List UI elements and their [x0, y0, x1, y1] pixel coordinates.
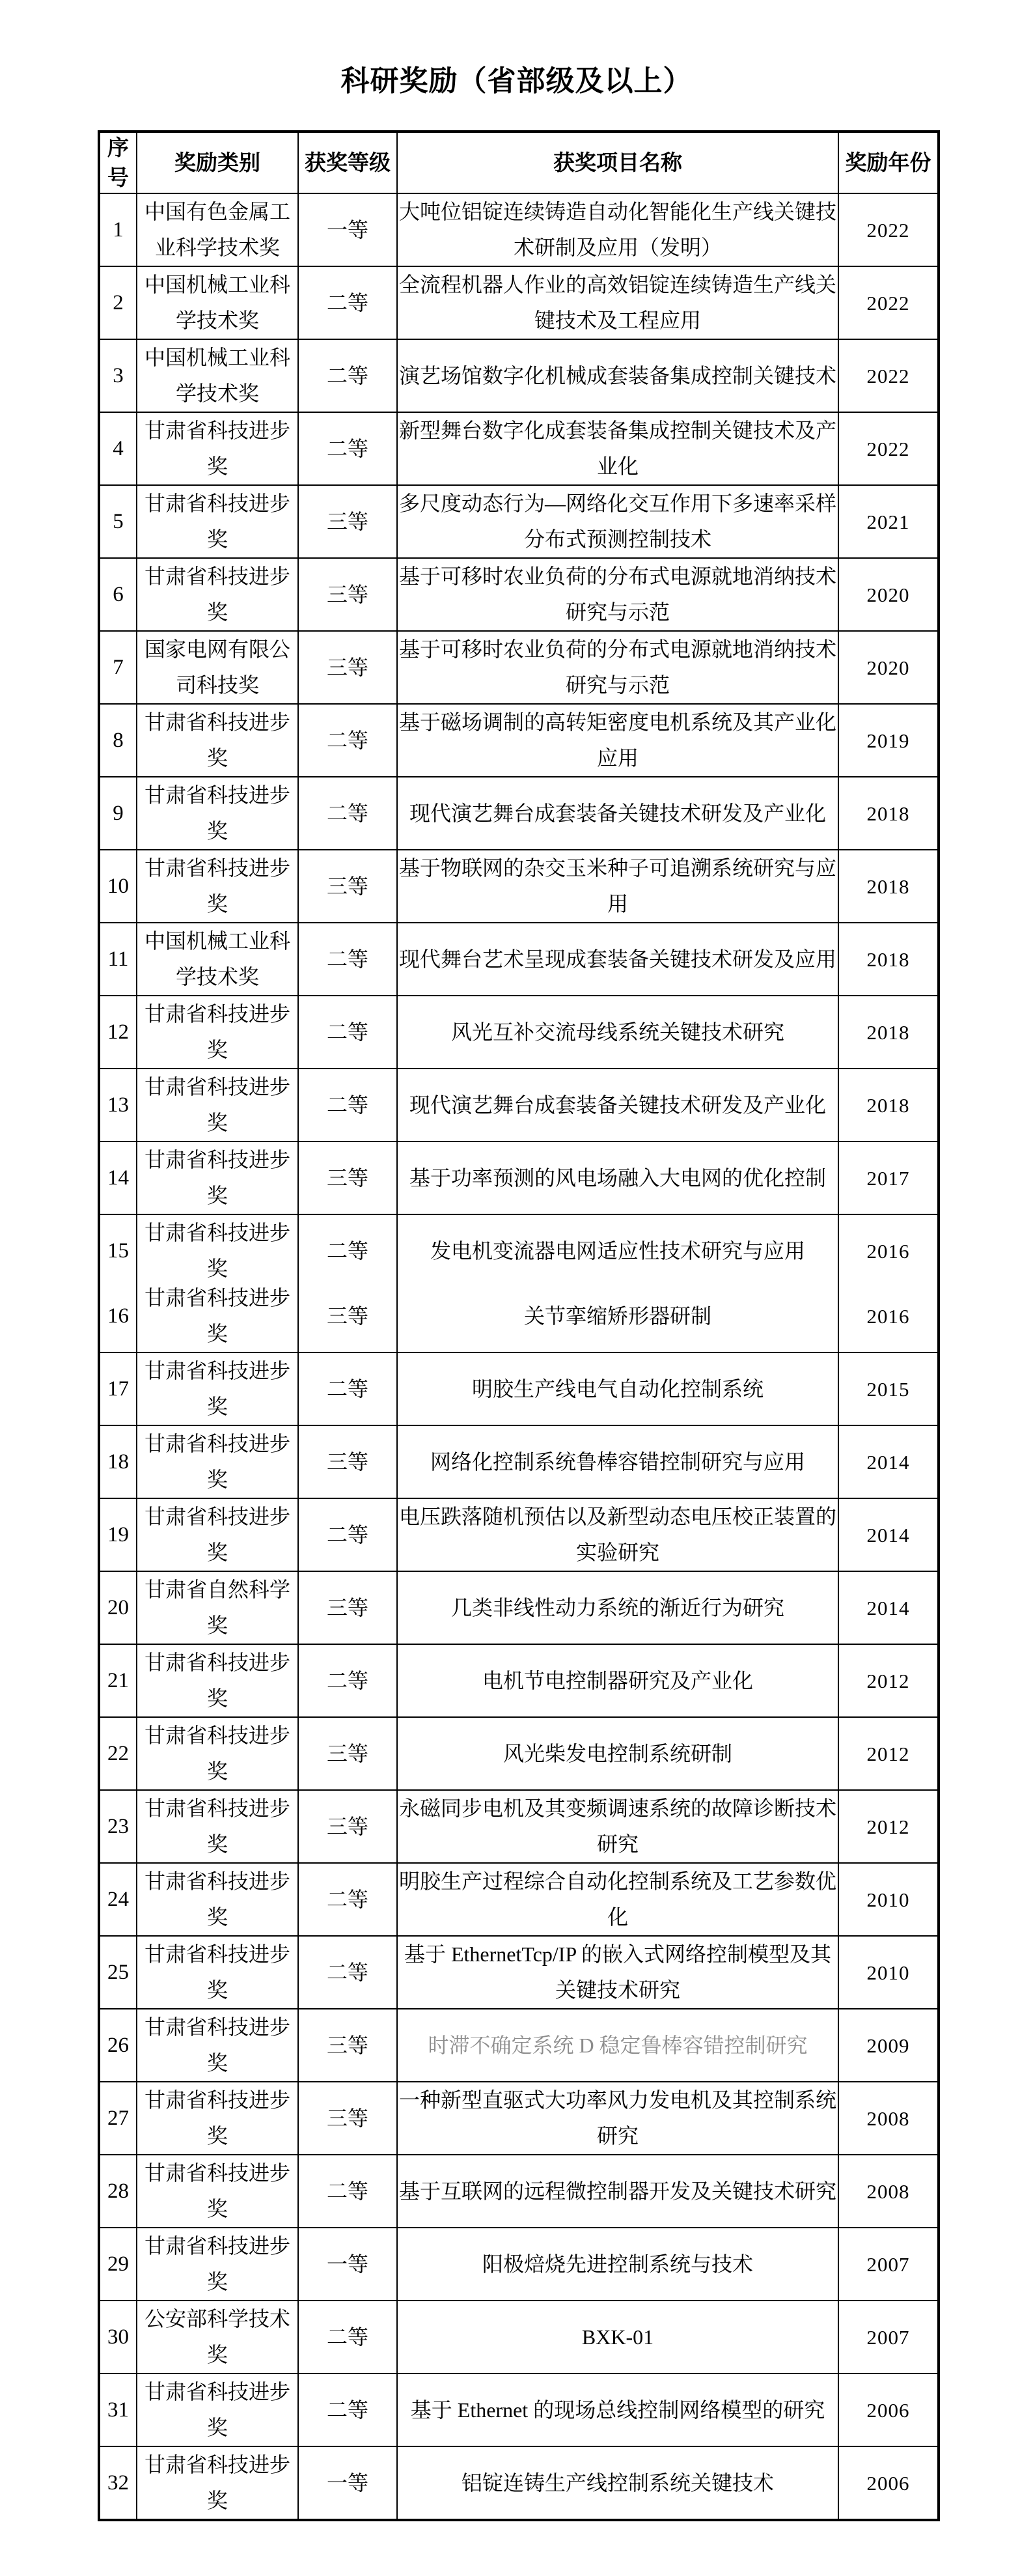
cell-award-category: 甘肃省科技进步奖: [137, 996, 298, 1069]
cell-award-category: 甘肃省科技进步奖: [137, 2082, 298, 2155]
table-row: [99, 631, 939, 704]
cell-index: 8: [99, 704, 137, 777]
cell-award-year: 2007: [838, 2301, 939, 2373]
table-row: [99, 412, 939, 485]
cell-index: 32: [99, 2446, 137, 2520]
cell-award-grade: 二等: [298, 1863, 397, 1936]
table-row: [99, 2082, 939, 2155]
cell-award-year: 2012: [838, 1644, 939, 1717]
cell-award-year: 2012: [838, 1717, 939, 1790]
cell-award-year: 2014: [838, 1571, 939, 1644]
cell-project-name: 时滞不确定系统 D 稳定鲁棒容错控制研究: [397, 2009, 838, 2082]
cell-award-grade: 二等: [298, 996, 397, 1069]
cell-project-name: 大吨位铝锭连续铸造自动化智能化生产线关键技术研制及应用（发明）: [397, 193, 838, 266]
cell-award-grade: 一等: [298, 2446, 397, 2520]
cell-award-year: 2015: [838, 1352, 939, 1425]
table-row: [99, 266, 939, 339]
cell-award-year: 2022: [838, 412, 939, 485]
cell-index: 11: [99, 923, 137, 996]
cell-index: 17: [99, 1352, 137, 1425]
cell-project-name: 基于可移时农业负荷的分布式电源就地消纳技术研究与示范: [397, 631, 838, 704]
cell-project-name: 基于物联网的杂交玉米种子可追溯系统研究与应用: [397, 850, 838, 923]
table-row: [99, 485, 939, 558]
cell-award-category: 甘肃省科技进步奖: [137, 704, 298, 777]
cell-project-name: 电机节电控制器研究及产业化: [397, 1644, 838, 1717]
cell-project-name: 电压跌落随机预估以及新型动态电压校正装置的实验研究: [397, 1498, 838, 1571]
cell-project-name: 现代舞台艺术呈现成套装备关键技术研发及应用: [397, 923, 838, 996]
cell-award-grade: 二等: [298, 1069, 397, 1141]
cell-award-category: 甘肃省科技进步奖: [137, 1498, 298, 1571]
col-header-index: 序号: [99, 132, 137, 193]
cell-award-grade: 二等: [298, 1214, 397, 1288]
cell-index: 2: [99, 266, 137, 339]
cell-index: 24: [99, 1863, 137, 1936]
cell-index: 19: [99, 1498, 137, 1571]
cell-index: 28: [99, 2155, 137, 2228]
cell-award-year: 2012: [838, 1790, 939, 1863]
table-row: [99, 1571, 939, 1644]
cell-award-year: 2008: [838, 2155, 939, 2228]
cell-award-category: 甘肃省科技进步奖: [137, 2228, 298, 2301]
cell-award-category: 甘肃省科技进步奖: [137, 412, 298, 485]
cell-award-grade: 二等: [298, 2373, 397, 2446]
cell-project-name: 基于磁场调制的高转矩密度电机系统及其产业化应用: [397, 704, 838, 777]
table-row: [99, 1936, 939, 2009]
cell-award-year: 2022: [838, 193, 939, 266]
cell-index: 6: [99, 558, 137, 631]
cell-award-category: 甘肃省科技进步奖: [137, 1936, 298, 2009]
cell-award-year: 2018: [838, 850, 939, 923]
awards-rows-part2: [99, 1280, 939, 2520]
cell-award-grade: 一等: [298, 2228, 397, 2301]
cell-award-category: 甘肃省科技进步奖: [137, 1280, 298, 1352]
cell-award-grade: 三等: [298, 1425, 397, 1498]
cell-index: 9: [99, 777, 137, 850]
cell-award-grade: 二等: [298, 266, 397, 339]
cell-award-year: 2020: [838, 631, 939, 704]
cell-project-name: 明胶生产过程综合自动化控制系统及工艺参数优化: [397, 1863, 838, 1936]
page-title: 科研奖励（省部级及以上）: [340, 64, 693, 98]
cell-project-name: 发电机变流器电网适应性技术研究与应用: [397, 1214, 838, 1288]
cell-award-category: 甘肃省科技进步奖: [137, 2155, 298, 2228]
table-row: [99, 339, 939, 412]
cell-award-category: 中国有色金属工业科学技术奖: [137, 193, 298, 266]
cell-index: 3: [99, 339, 137, 412]
cell-award-category: 国家电网有限公司科技奖: [137, 631, 298, 704]
table-row: [99, 1425, 939, 1498]
cell-award-year: 2018: [838, 996, 939, 1069]
cell-index: 13: [99, 1069, 137, 1141]
cell-project-name: 风光柴发电控制系统研制: [397, 1717, 838, 1790]
col-header-award-year: 奖励年份: [838, 132, 939, 193]
cell-award-grade: 三等: [298, 2082, 397, 2155]
cell-index: 4: [99, 412, 137, 485]
cell-award-category: 甘肃省科技进步奖: [137, 1214, 298, 1288]
cell-award-category: 甘肃省科技进步奖: [137, 1863, 298, 1936]
cell-award-year: 2014: [838, 1425, 939, 1498]
table-row: [99, 2373, 939, 2446]
cell-index: 12: [99, 996, 137, 1069]
cell-award-grade: 一等: [298, 193, 397, 266]
awards-table-header: [99, 132, 939, 193]
cell-index: 31: [99, 2373, 137, 2446]
cell-award-grade: 二等: [298, 412, 397, 485]
cell-project-name: 铝锭连铸生产线控制系统关键技术: [397, 2446, 838, 2520]
cell-index: 5: [99, 485, 137, 558]
cell-project-name: 新型舞台数字化成套装备集成控制关键技术及产业化: [397, 412, 838, 485]
awards-table-part1: [98, 130, 940, 1289]
cell-project-name: 基于互联网的远程微控制器开发及关键技术研究: [397, 2155, 838, 2228]
cell-index: 20: [99, 1571, 137, 1644]
table-row: [99, 2155, 939, 2228]
cell-award-grade: 三等: [298, 1571, 397, 1644]
cell-award-grade: 三等: [298, 850, 397, 923]
cell-project-name: 几类非线性动力系统的渐近行为研究: [397, 1571, 838, 1644]
awards-table-part2: [98, 1280, 940, 2521]
table-row: [99, 923, 939, 996]
col-header-award-category: 奖励类别: [137, 132, 298, 193]
cell-award-category: 甘肃省科技进步奖: [137, 558, 298, 631]
cell-award-grade: 三等: [298, 631, 397, 704]
table-row: [99, 1790, 939, 1863]
cell-index: 15: [99, 1214, 137, 1288]
cell-award-category: 甘肃省科技进步奖: [137, 1141, 298, 1214]
cell-index: 14: [99, 1141, 137, 1214]
table-row: [99, 1644, 939, 1717]
cell-award-category: 甘肃省科技进步奖: [137, 1790, 298, 1863]
table-row: [99, 1280, 939, 1352]
cell-award-year: 2006: [838, 2446, 939, 2520]
table-row: [99, 558, 939, 631]
cell-award-year: 2009: [838, 2009, 939, 2082]
cell-award-category: 甘肃省自然科学奖: [137, 1571, 298, 1644]
table-row: [99, 1717, 939, 1790]
cell-award-category: 甘肃省科技进步奖: [137, 2373, 298, 2446]
table-row: [99, 1069, 939, 1141]
cell-award-grade: 三等: [298, 1141, 397, 1214]
cell-award-grade: 三等: [298, 1790, 397, 1863]
table-row: [99, 2446, 939, 2520]
cell-index: 26: [99, 2009, 137, 2082]
cell-project-name: 明胶生产线电气自动化控制系统: [397, 1352, 838, 1425]
cell-project-name: 基于 Ethernet 的现场总线控制网络模型的研究: [397, 2373, 838, 2446]
cell-award-category: 中国机械工业科学技术奖: [137, 339, 298, 412]
cell-index: 1: [99, 193, 137, 266]
cell-award-grade: 二等: [298, 704, 397, 777]
cell-award-year: 2022: [838, 266, 939, 339]
table-row: [99, 2228, 939, 2301]
cell-award-grade: 二等: [298, 1936, 397, 2009]
cell-award-grade: 二等: [298, 2155, 397, 2228]
cell-award-year: 2008: [838, 2082, 939, 2155]
cell-project-name: 现代演艺舞台成套装备关键技术研发及产业化: [397, 1069, 838, 1141]
cell-award-year: 2018: [838, 923, 939, 996]
cell-award-year: 2010: [838, 1863, 939, 1936]
table-row: [99, 1863, 939, 1936]
table-row: [99, 996, 939, 1069]
cell-project-name: 基于功率预测的风电场融入大电网的优化控制: [397, 1141, 838, 1214]
cell-award-category: 甘肃省科技进步奖: [137, 1644, 298, 1717]
cell-award-category: 甘肃省科技进步奖: [137, 1717, 298, 1790]
cell-award-category: 公安部科学技术奖: [137, 2301, 298, 2373]
cell-award-grade: 三等: [298, 1717, 397, 1790]
table-row: [99, 704, 939, 777]
cell-project-name: 全流程机器人作业的高效铝锭连续铸造生产线关键技术及工程应用: [397, 266, 838, 339]
cell-award-year: 2020: [838, 558, 939, 631]
cell-award-year: 2017: [838, 1141, 939, 1214]
cell-index: 25: [99, 1936, 137, 2009]
cell-award-grade: 三等: [298, 485, 397, 558]
cell-index: 7: [99, 631, 137, 704]
cell-project-name: 一种新型直驱式大功率风力发电机及其控制系统研究: [397, 2082, 838, 2155]
cell-project-name: 现代演艺舞台成套装备关键技术研发及产业化: [397, 777, 838, 850]
table-row: [99, 1214, 939, 1288]
cell-award-grade: 二等: [298, 2301, 397, 2373]
cell-award-year: 2016: [838, 1280, 939, 1352]
cell-award-grade: 三等: [298, 2009, 397, 2082]
cell-award-category: 甘肃省科技进步奖: [137, 1425, 298, 1498]
cell-award-grade: 二等: [298, 1352, 397, 1425]
table-row: [99, 777, 939, 850]
cell-award-category: 甘肃省科技进步奖: [137, 2009, 298, 2082]
cell-award-category: 甘肃省科技进步奖: [137, 2446, 298, 2520]
cell-project-name: 基于 EthernetTcp/IP 的嵌入式网络控制模型及其关键技术研究: [397, 1936, 838, 2009]
cell-award-year: 2022: [838, 339, 939, 412]
cell-award-grade: 二等: [298, 339, 397, 412]
cell-index: 30: [99, 2301, 137, 2373]
table-row: [99, 1141, 939, 1214]
cell-award-category: 中国机械工业科学技术奖: [137, 266, 298, 339]
cell-award-category: 甘肃省科技进步奖: [137, 850, 298, 923]
cell-project-name: 网络化控制系统鲁棒容错控制研究与应用: [397, 1425, 838, 1498]
table-row: [99, 1498, 939, 1571]
cell-award-grade: 二等: [298, 1498, 397, 1571]
cell-index: 10: [99, 850, 137, 923]
cell-award-year: 2007: [838, 2228, 939, 2301]
cell-award-grade: 二等: [298, 777, 397, 850]
cell-award-year: 2014: [838, 1498, 939, 1571]
cell-project-name: 基于可移时农业负荷的分布式电源就地消纳技术研究与示范: [397, 558, 838, 631]
cell-award-year: 2006: [838, 2373, 939, 2446]
cell-award-year: 2018: [838, 777, 939, 850]
cell-award-category: 甘肃省科技进步奖: [137, 485, 298, 558]
col-header-award-grade: 获奖等级: [298, 132, 397, 193]
cell-project-name: 永磁同步电机及其变频调速系统的故障诊断技术研究: [397, 1790, 838, 1863]
cell-award-category: 中国机械工业科学技术奖: [137, 923, 298, 996]
cell-project-name: BXK-01: [397, 2301, 838, 2373]
cell-award-grade: 二等: [298, 923, 397, 996]
cell-index: 23: [99, 1790, 137, 1863]
table-row: [99, 2009, 939, 2082]
cell-award-year: 2021: [838, 485, 939, 558]
cell-index: 18: [99, 1425, 137, 1498]
cell-award-year: 2010: [838, 1936, 939, 2009]
cell-index: 16: [99, 1280, 137, 1352]
cell-project-name: 风光互补交流母线系统关键技术研究: [397, 996, 838, 1069]
cell-project-name: 多尺度动态行为—网络化交互作用下多速率采样分布式预测控制技术: [397, 485, 838, 558]
cell-award-year: 2018: [838, 1069, 939, 1141]
awards-rows-part1: [99, 193, 939, 1288]
table-row: [99, 2301, 939, 2373]
cell-award-grade: 二等: [298, 1644, 397, 1717]
cell-award-year: 2019: [838, 704, 939, 777]
cell-award-grade: 三等: [298, 558, 397, 631]
cell-project-name: 阳极焙烧先进控制系统与技术: [397, 2228, 838, 2301]
col-header-project-name: 获奖项目名称: [397, 132, 838, 193]
cell-award-grade: 三等: [298, 1280, 397, 1352]
cell-award-year: 2016: [838, 1214, 939, 1288]
cell-index: 27: [99, 2082, 137, 2155]
table-row: [99, 193, 939, 266]
cell-index: 21: [99, 1644, 137, 1717]
cell-award-category: 甘肃省科技进步奖: [137, 1069, 298, 1141]
header-row: [99, 132, 939, 193]
cell-project-name: 关节挛缩矫形器研制: [397, 1280, 838, 1352]
table-row: [99, 850, 939, 923]
cell-index: 29: [99, 2228, 137, 2301]
cell-award-category: 甘肃省科技进步奖: [137, 777, 298, 850]
cell-index: 22: [99, 1717, 137, 1790]
table-row: [99, 1352, 939, 1425]
cell-project-name: 演艺场馆数字化机械成套装备集成控制关键技术: [397, 339, 838, 412]
cell-award-category: 甘肃省科技进步奖: [137, 1352, 298, 1425]
